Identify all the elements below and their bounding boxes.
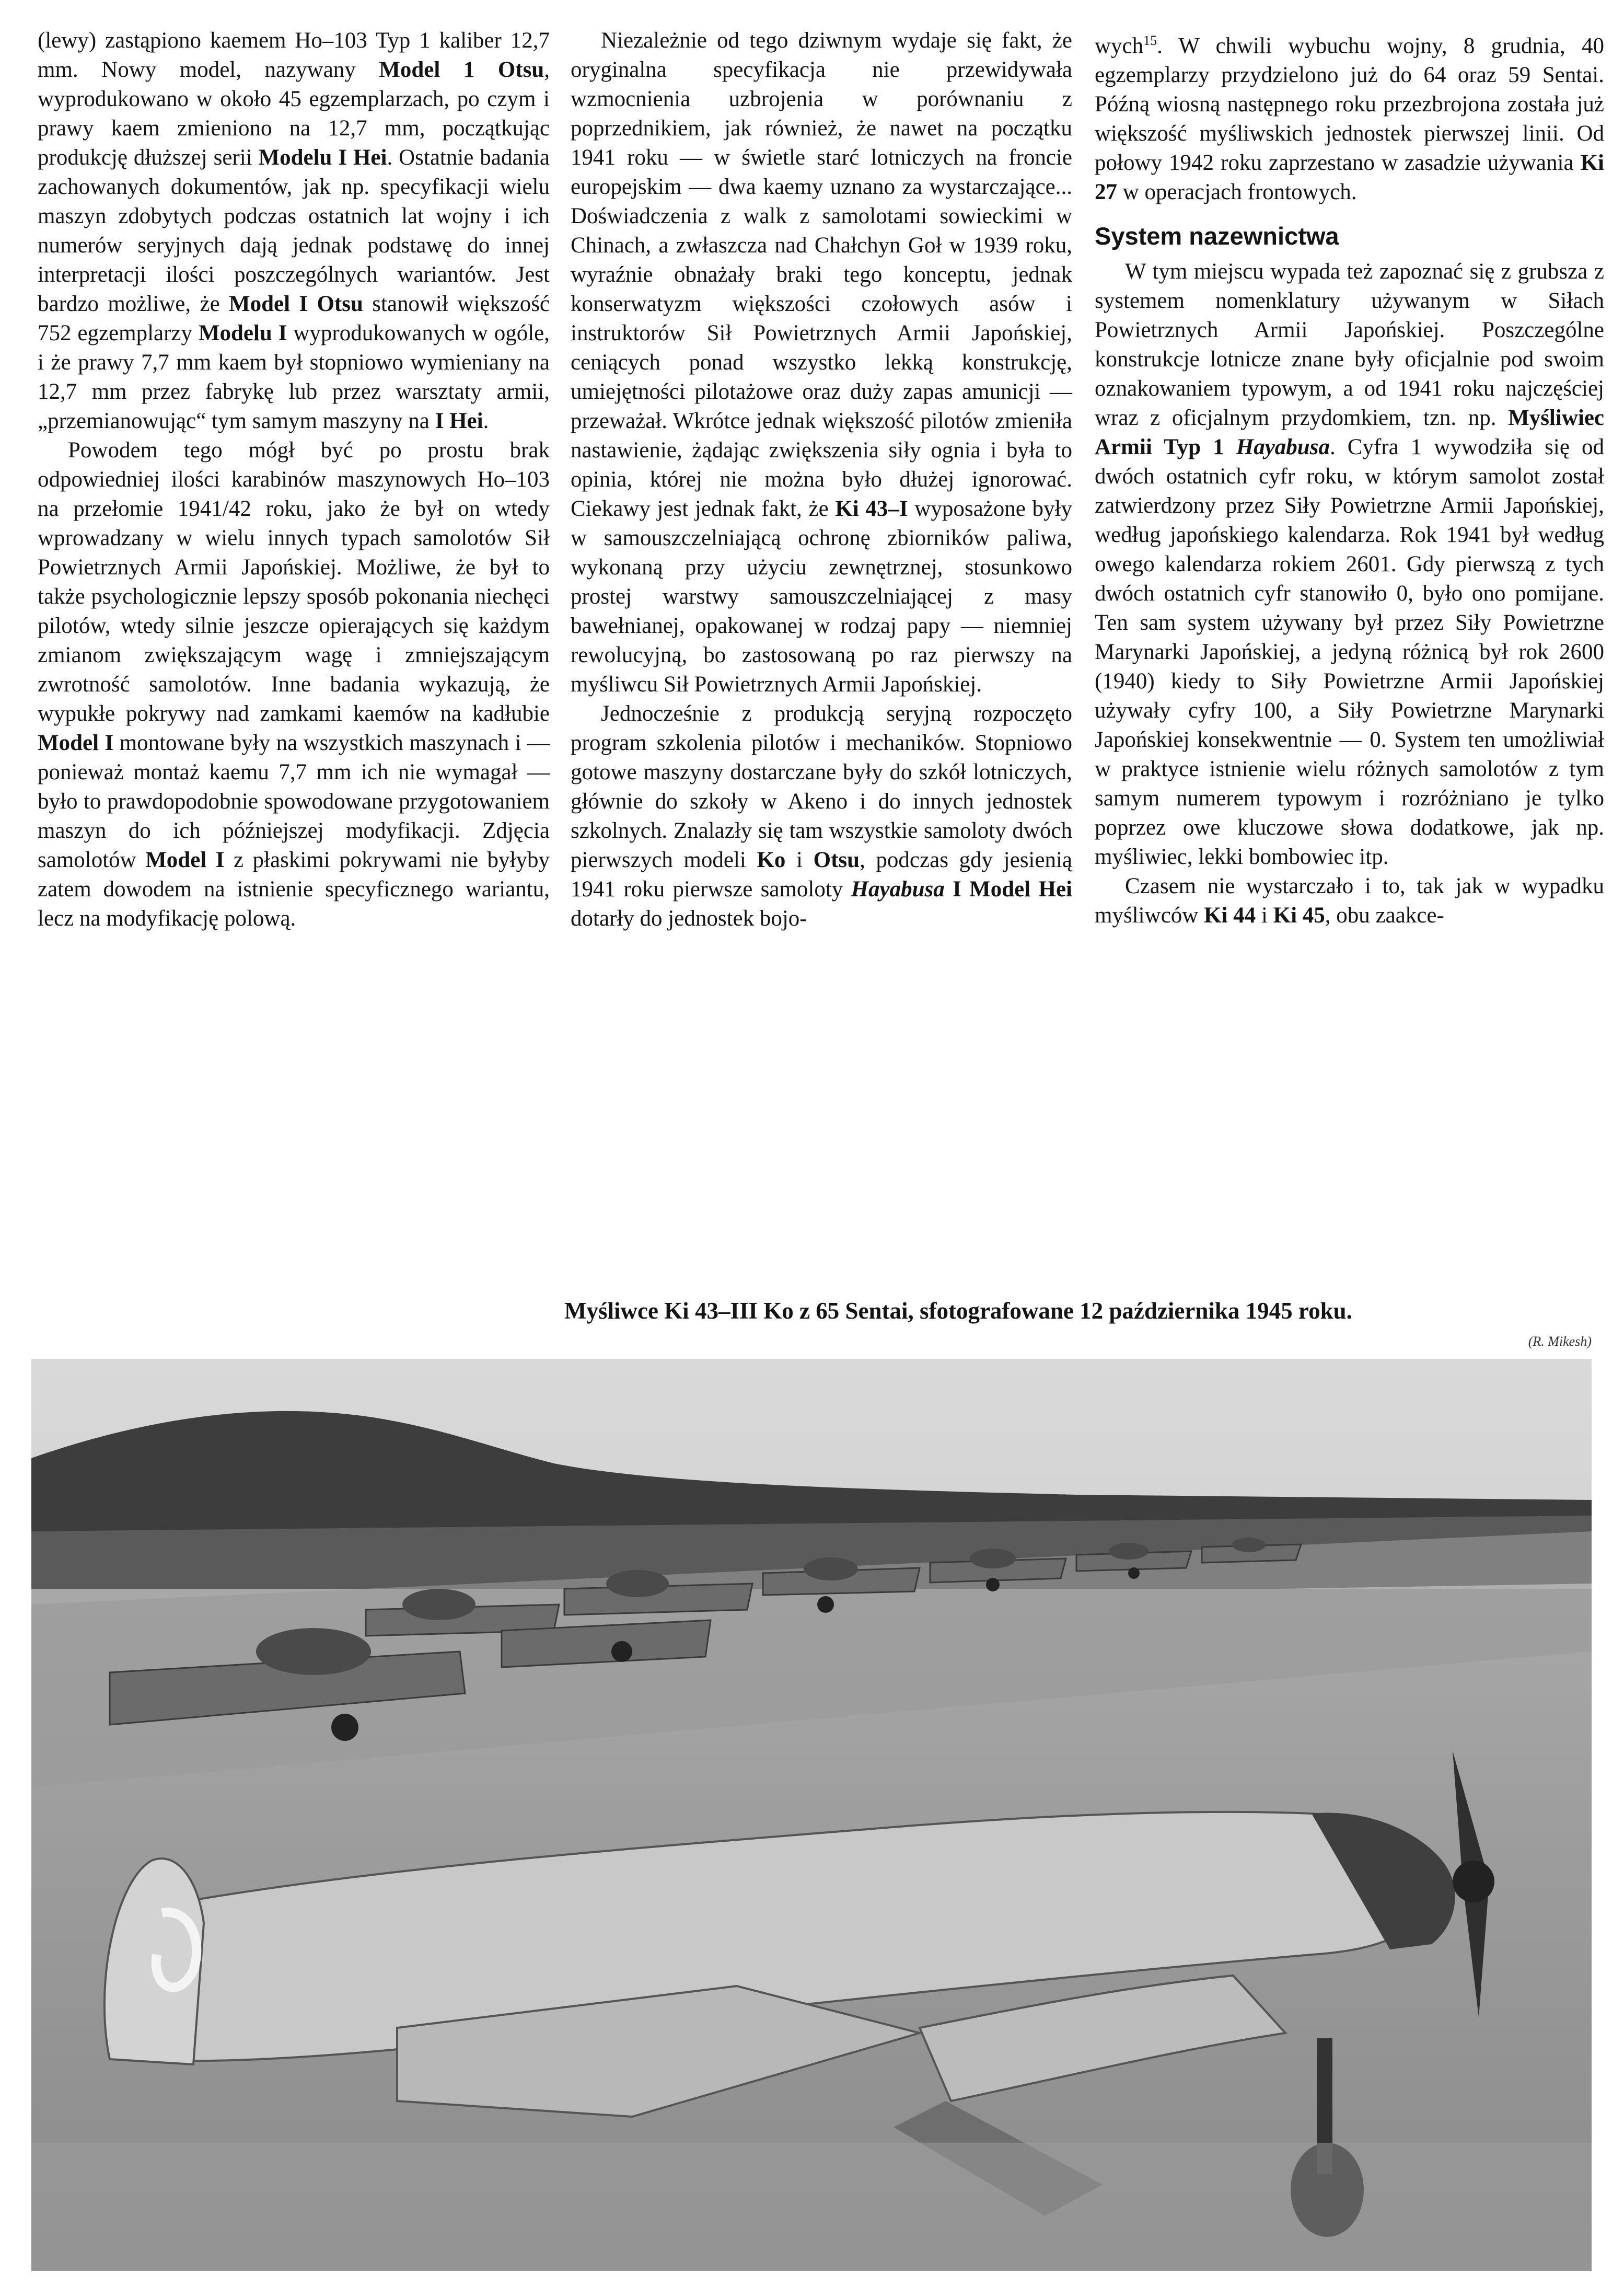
paragraph: Czasem nie wystarczało i to, tak jak w wypadku myśliwców Ki 44 i Ki 45, obu zaakce- [1095, 874, 1604, 928]
section-heading: System nazewnictwa [1095, 222, 1339, 250]
text-column-2 [571, 26, 1072, 933]
photo-aircraft-airfield [31, 1359, 1592, 2271]
paragraph: Niezależnie od tego dziwnym wydaje się fakt, że oryginalna specyfikacja nie przewidywała wzmocnienia uzbrojenia w porównaniu z poprzednikiem, jak również, że nawet na początku 1941 roku — w świetle starć lotniczych na froncie europejskim — dwa kaemy uznano za wystarczające... Doświadczenia z walk z samolotami sowieckimi w Chinach, a zwłaszcza nad Chałchyn Goł w 1939 roku, wyraźnie obnażały braki tego konceptu, jednak konserwatyzm większości czołowych asów i instruktorów Sił Powietrznych Armii Japońskiej, ceniących ponad wszystko lekką konstrukcję, umiejętności pilotażowe oraz duży zapas amunicji — przeważał. Wkrótce jednak większość pilotów zmieniła nastawienie, żądając zwiększenia siły ognia i była to opinia, której nie można było dłużej ignorować. Ciekawy jest jednak fakt, że Ki 43–I wyposażone były w samouszczelniającą ochronę zbiorników paliwa, wykonaną przy użyciu zewnętrznej, stosunkowo prostej warstwy samouszczelniającej z masy bawełnianej, opakowanej w rodzaj papy — niemniej rewolucyjną, bo zastosowaną po raz pierwszy na myśliwcu Sił Powietrznych Armii Japońskiej. [571, 28, 1072, 697]
paragraph: Jednocześnie z produkcją seryjną rozpoczęto program szkolenia pilotów i mechaników. Stopniowo gotowe maszyny dostarczane były do szkół lotniczych, głównie do szkoły w Akeno i do innych jednostek szkolnych. Znalazły się tam wszystkie samoloty dwóch pierwszych modeli Ko i Otsu, podczas gdy jesienią 1941 roku pierwsze samoloty Hayabusa I Model Hei dotarły do jednostek bojo- [571, 701, 1073, 931]
text-column-1 [38, 26, 550, 933]
paragraph [1095, 26, 1604, 207]
text-column-3 [1095, 26, 1604, 930]
paragraph: (lewy) zastąpiono kaemem Ho–103 Typ 1 kaliber 12,7 mm. Nowy model, nazywany Model 1 Otsu, wyprodukowano w około 45 egzemplarzach, po czym i prawy kaem zmieniono na 12,7 mm, początkując produkcję dłuższej serii Modelu I Hei. Ostatnie badania zachowanych dokumentów, jak np. specyfikacji wielu maszyn zdobytych podczas ostatnich lat wojny i ich numerów seryjnych dają jednak podstawę do innej interpretacji ilości poszczególnych wariantów. Jest bardzo możliwe, że Model I Otsu stanowił większość 752 egzemplarzy Modelu I wyprodukowanych w ogóle, i że prawy 7,7 mm kaem był stopniowo wymieniany na 12,7 mm przez fabrykę lub przez warsztaty armii, „przemianowując“ tym samym maszyny na I Hei. [38, 28, 550, 433]
paragraph: W tym miejscu wypada też zapoznać się z grubsza z systemem nomenklatury używanym w Siłach Powietrznych Armii Japońskiej. Poszczególne konstrukcje lotnicze znane były oficjalnie pod swoim oznakowaniem typowym, a od 1941 roku najczęściej wraz z oficjalnym przydomkiem, tzn. np. Myśliwiec Armii Typ 1 Hayabusa. Cyfra 1 wywodziła się od dwóch ostatnich cyfr roku, w którym samolot został zatwierdzony przez Siły Powietrzne Armii Japońskiej, według japońskiego kalendarza. Rok 1941 był według owego kalendarza rokiem 2601. Gdy pierwszą z tych dwóch ostatnich cyfr stanowiło 0, było ono pomijane. Ten sam system używany był przez Siły Powietrzne Marynarki Japońskiej, a jedyną różnicą był rok 2600 (1940) kiedy to Siły Powietrzne Armii Japońskiej używały cyfry 100, a Siły Powietrzne Marynarki Japońskiej konsekwentnie — 0. System ten umożliwiał w praktyce istnienie wielu różnych samolotów z tym samym numerem typowym i rozróżniano je tylko poprzez owe kluczowe słowa dodatkowe, jak np. myśliwiec, lekki bombowiec itp. [1095, 259, 1605, 870]
paragraph: Powodem tego mógł być po prostu brak odpowiedniej ilości karabinów maszynowych Ho–103 na przełomie 1941/42 roku, jako że był on wtedy wprowadzany w wielu innych typach samolotów Sił Powietrznych Armii Japońskiej. Możliwe, że był to także psychologicznie lepszy sposób pokonania niechęci pilotów, wtedy silnie jeszcze opierających się każdym zmianom zwiększającym wagę i zmniejszającym zwrotność samolotów. Inne badania wykazują, że wypukłe pokrywy nad zamkami kaemów na kadłubie Model I montowane były na wszystkich maszynach i — ponieważ montaż kaemu 7,7 mm ich nie wymagał — było to prawdopodobnie spowodowane przygotowaniem maszyn do ich późniejszej modyfikacji. Zdjęcia samolotów Model I z płaskimi pokrywami nie byłyby zatem dowodem na istnienie specyficznego wariantu, lecz na modyfikację polową. [38, 438, 550, 931]
footnote-ref: 15 [1143, 33, 1157, 48]
photo-caption: Myśliwce Ki 43–III Ko z 65 Sentai, sfotografowane 12 października 1945 roku. [564, 1298, 1352, 1324]
paragraph-rest: . W chwili wybuchu wojny, 8 grudnia, 40 egzemplarzy przydzielono już do 64 oraz 59 Sentai. Późną wiosną następnego roku przezbrojona została już większość myśliwskich jednostek pierwszej linii. Od połowy 1942 roku zaprzestano w zasadzie używania Ki 27 w operacjach frontowych. [1095, 33, 1604, 205]
photo-illustration [31, 1359, 1592, 2271]
paragraph-start: wych [1095, 33, 1144, 59]
photo-credit: (R. Mikesh) [1528, 1334, 1592, 1349]
